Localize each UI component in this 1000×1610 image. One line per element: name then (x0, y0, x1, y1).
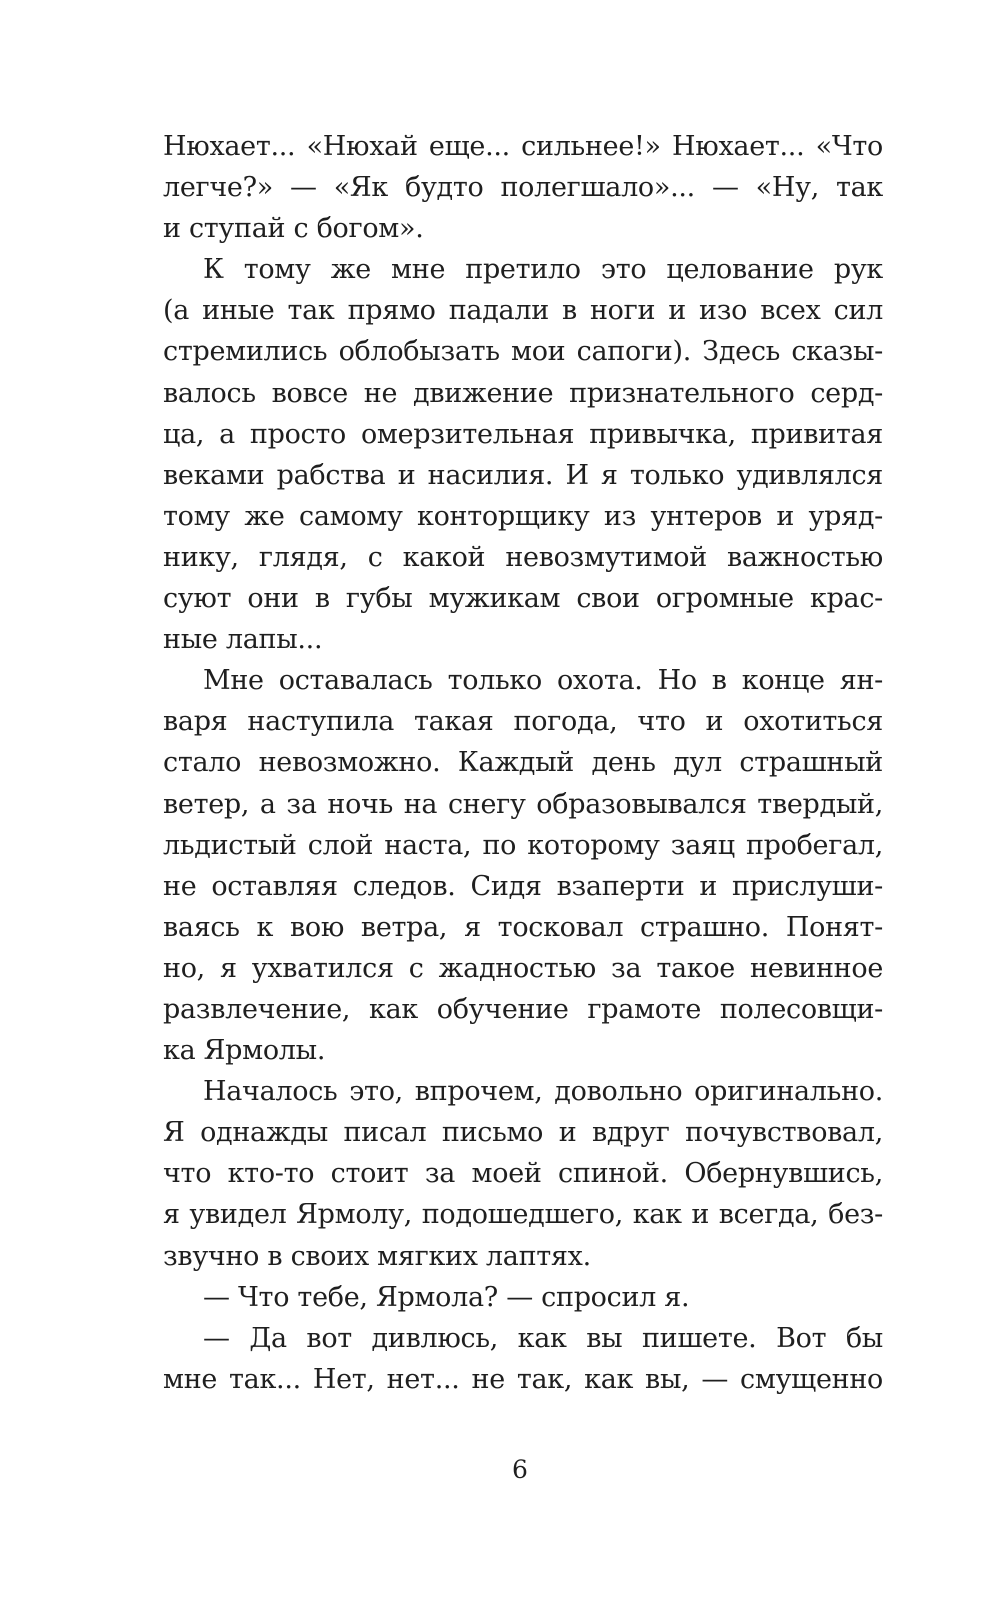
text-line: ца, а просто омерзительная привычка, привитая (163, 418, 883, 450)
text-line: Нюхает... «Нюхай еще... сильнее!» Нюхает... «Что (163, 131, 883, 162)
text-line: ваясь к вою ветра, я тосковал страшно. Понят- (163, 911, 883, 943)
text-line: тому же самому конторщику из унтеров и уряд- (163, 500, 883, 532)
text-line: легче?» — «Як будто полегшало»... — «Ну, так (163, 172, 883, 204)
text-line: К тому же мне претило это целование рук (203, 254, 883, 286)
text-line: Началось это, впрочем, довольно оригинально. (203, 1076, 883, 1108)
text-line: валось вовсе не движение признательного серд- (163, 377, 883, 409)
text-line: ные лапы... (163, 624, 323, 656)
text-line: я увидел Ярмолу, подошедшего, как и всегда, без- (163, 1199, 883, 1231)
text-line: Мне оставалась только охота. Но в конце ян- (203, 665, 883, 697)
text-line: не оставляя следов. Сидя взаперти и прислуши- (163, 870, 883, 902)
text-line: варя наступила такая погода, что и охотиться (163, 706, 883, 738)
text-line: ка Ярмолы. (163, 1035, 326, 1067)
text-line: — Да вот дивлюсь, как вы пишете. Вот бы (203, 1322, 883, 1354)
text-line: стало невозможно. Каждый день дул страшный (163, 747, 883, 779)
text-line: ветер, а за ночь на снегу образовывался твердый, (163, 788, 883, 820)
text-line: развлечение, как обучение грамоте полесовщи- (163, 993, 883, 1025)
text-line: (а иные так прямо падали в ноги и изо всех сил (163, 295, 883, 327)
text-line: мне так... Нет, нет... не так, как вы, — смущенно (163, 1363, 883, 1395)
text-line: суют они в губы мужикам свои огромные крас- (163, 583, 883, 615)
text-line: звучно в своих мягких лаптях. (163, 1240, 591, 1272)
page-number: 6 (512, 1455, 528, 1484)
text-line: — Что тебе, Ярмола? — спросил я. (203, 1281, 690, 1313)
text-line: что кто-то стоит за моей спиной. Обернувшись, (163, 1158, 883, 1190)
text-line: но, я ухватился с жадностью за такое невинное (163, 952, 883, 984)
text-line: и ступай с богом». (163, 213, 424, 245)
body-text (163, 126, 883, 1400)
text-line: веками рабства и насилия. И я только удивлялся (163, 459, 883, 491)
text-line: льдистый слой наста, по которому заяц пробегал, (163, 829, 883, 861)
text-line: стремились облобызать мои сапоги). Здесь сказы- (163, 336, 883, 368)
text-line: нику, глядя, с какой невозмутимой важностью (163, 541, 883, 573)
text-line: Я однажды писал письмо и вдруг почувствовал, (163, 1117, 883, 1149)
